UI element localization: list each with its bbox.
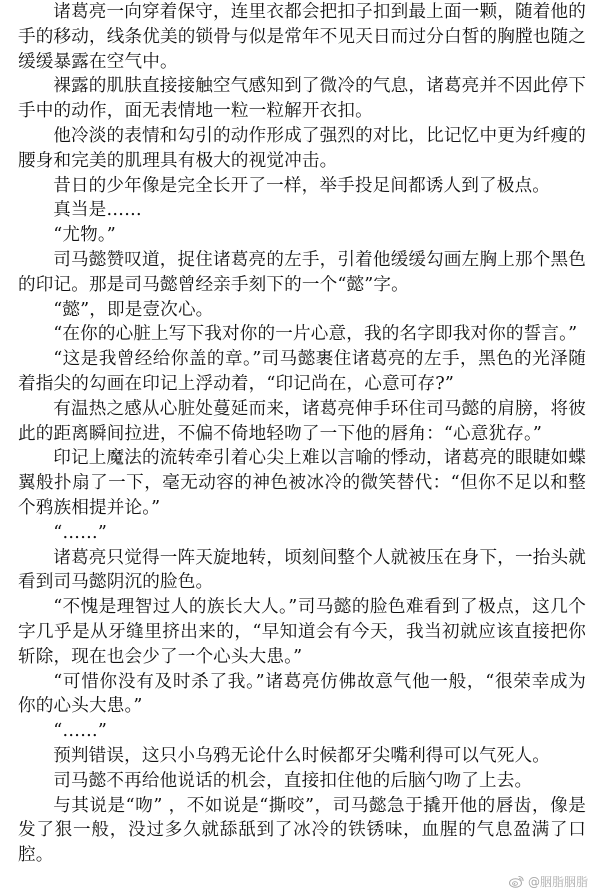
paragraph: “懿”，即是壹次心。 bbox=[53, 299, 214, 320]
watermark-text: @胭脂胭脂 bbox=[527, 875, 588, 889]
paragraph: 昔日的少年像是完全长开了一样，举手投足间都诱人到了极点。 bbox=[53, 175, 551, 196]
paragraph: 他冷淡的表情和勾引的动作形成了强烈的对比，比记忆中更为纤瘦的腰身和完美的肌理具有极大的视觉冲击。 bbox=[18, 125, 586, 171]
paragraph: 与其说是“吻” ，不如说是“撕咬”，司马懿急于撬开他的唇齿，像是发了狠一般，没过多久就舔舐到了冰冷的铁锈味，血腥的气息盈满了口腔。 bbox=[18, 795, 586, 866]
paragraph: 诸葛亮一向穿着保守，连里衣都会把扣子扣到最上面一颗，随着他的手的移动，线条优美的锁骨与似是常年不见天日而过分白皙的胸膛也随之缓缓暴露在空气中。 bbox=[18, 2, 586, 72]
paragraph: 真当是…… bbox=[53, 200, 142, 221]
watermark bbox=[509, 873, 588, 890]
paragraph: 司马懿不再给他说话的机会，直接扣住他的后脑勺吻了上去。 bbox=[53, 770, 533, 791]
paragraph: “……” bbox=[53, 522, 107, 543]
paragraph: “在你的心脏上写下我对你的一片心意，我的名字即我对你的誓言。” bbox=[53, 324, 578, 345]
paragraph: “可惜你没有及时杀了我。”诸葛亮仿佛故意气他一般，“很荣幸成为你的心头大患。” bbox=[18, 671, 586, 717]
paragraph: 有温热之感从心脏处蔓延而来，诸葛亮伸手环住司马懿的肩膀，将彼此的距离瞬间拉进，不偏不倚地轻吻了一下他的唇角：“心意犹存。” bbox=[18, 398, 586, 444]
paragraph: 司马懿赞叹道，捉住诸葛亮的左手，引着他缓缓勾画左胸上那个黑色的印记。那是司马懿曾经亲手刻下的一个“懿”字。 bbox=[18, 249, 586, 295]
weibo-logo-icon bbox=[509, 875, 524, 888]
paragraph: 诸葛亮只觉得一阵天旋地转，顷刻间整个人就被压在身下，一抬头就看到司马懿阴沉的脸色。 bbox=[18, 547, 586, 593]
document-body bbox=[18, 0, 586, 868]
paragraph: “……” bbox=[53, 721, 107, 742]
paragraph: 预判错误，这只小乌鸦无论什么时候都牙尖嘴利得可以气死人。 bbox=[53, 745, 551, 766]
paragraph: 印记上魔法的流转牵引着心尖上难以言喻的悸动，诸葛亮的眼睫如蝶翼般扑扇了一下，毫无动容的神色被冰冷的微笑替代：“但你不足以和整个鸦族相提并论。” bbox=[18, 448, 586, 518]
paragraph: “这是我曾经给你盖的章。”司马懿裹住诸葛亮的左手，黑色的光泽随着指尖的勾画在印记上浮动着，“印记尚在，心意可存?” bbox=[18, 349, 586, 394]
paragraph: “不愧是理智过人的族长大人。”司马懿的脸色难看到了极点，这几个字几乎是从牙缝里挤出来的，“早知道会有今天，我当初就应该直接把你斩除，现在也会少了一个心头大患。” bbox=[18, 597, 586, 667]
paragraph: 裸露的肌肤直接接触空气感知到了微冷的气息，诸葛亮并不因此停下手中的动作，面无表情地一粒一粒解开衣扣。 bbox=[18, 76, 586, 122]
paragraph: “尤物。” bbox=[53, 225, 116, 246]
